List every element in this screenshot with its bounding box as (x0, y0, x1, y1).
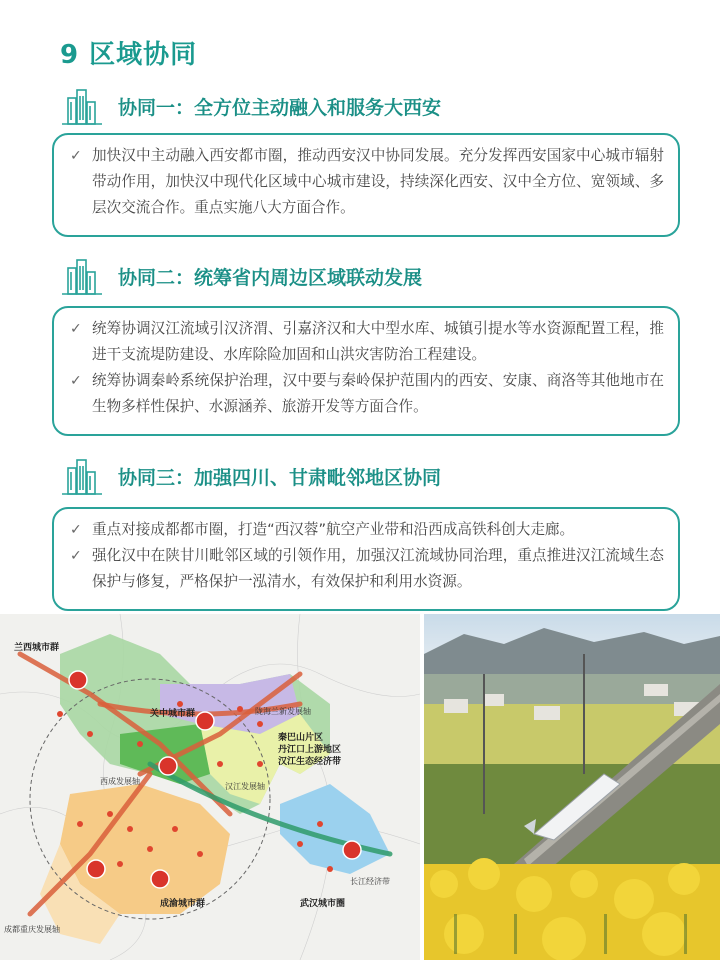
building-icon (60, 254, 104, 298)
building-icon (60, 84, 104, 128)
list-item (70, 368, 664, 420)
map-label-lanxi: 兰西城市群 (14, 643, 60, 653)
check-icon: ✓ (70, 373, 82, 389)
item-text: 重点对接成都都市圈，打造“西汉蓉”航空产业带和沿西成高铁科创大走廊。 (92, 521, 575, 538)
list-item (70, 316, 664, 368)
item-text: 统筹协调秦岭系统保护治理，汉中要与秦岭保护范围内的西安、安康、商洛等其他地市在生物多样性保护、水源涵养、旅游开发等方面合作。 (92, 372, 664, 415)
regional-map (0, 614, 420, 960)
section-1-title: 协同一：全方位主动融入和服务大西安 (118, 96, 442, 119)
section-2-header (60, 254, 422, 298)
section-3-title: 协同三：加强四川、甘肃毗邻地区协同 (118, 466, 442, 489)
map-label-guanzhong: 关中城市群 (150, 709, 196, 719)
page-title: 9 区域协同 (60, 40, 198, 70)
item-text: 统筹协调汉江流域引汉济渭、引嘉济汉和大中型水库、城镇引提水等水资源配置工程，推进干支流堤防建设、水库除险加固和山洪灾害防治工程建设。 (92, 320, 664, 363)
section-1-header (60, 84, 441, 128)
item-text: 加快汉中主动融入西安都市圈，推动西安汉中协同发展。充分发挥西安国家中心城市辐射带动作用，加快汉中现代化区域中心城市建设，持续深化西安、汉中全方位、宽领域、多层次交流合作。重点实施八大方面合作。 (92, 147, 664, 216)
item-text: 强化汉中在陕甘川毗邻区域的引领作用，加强汉江流域协同治理，重点推进汉江流域生态保护与修复，严格保护一泓清水，有效保护和利用水资源。 (92, 547, 664, 590)
list-item (70, 517, 664, 543)
map-label-wuhan: 武汉城市圈 (300, 899, 346, 909)
train-landscape-photo (424, 614, 720, 960)
map-label-hanjiang-axis: 汉江发展轴 (225, 782, 265, 791)
section-2-box (52, 306, 680, 436)
map-label-changjiang: 长江经济带 (350, 877, 390, 886)
check-icon: ✓ (70, 321, 82, 337)
map-label-chengyu: 成渝城市群 (160, 899, 206, 909)
check-icon: ✓ (70, 548, 82, 564)
train-landscape-graphic (424, 614, 720, 960)
map-label-longhai: 陇海兰新发展轴 (255, 707, 311, 716)
map-label-qinba: 秦巴山片区 (278, 733, 324, 743)
check-icon: ✓ (70, 148, 82, 164)
building-icon (60, 454, 104, 498)
regional-map-graphic (0, 614, 420, 960)
section-3-header (60, 454, 441, 498)
section-1-box (52, 133, 680, 237)
check-icon: ✓ (70, 522, 82, 538)
map-label-hanjiang-eco: 汉江生态经济带 (278, 757, 342, 767)
list-item (70, 543, 664, 595)
section-2-title: 协同二：统筹省内周边区域联动发展 (118, 266, 423, 289)
list-item (70, 143, 664, 221)
map-label-xixian-axis: 西成发展轴 (100, 777, 140, 786)
section-3-box (52, 507, 680, 611)
map-label-danjiang: 丹江口上游地区 (278, 745, 342, 755)
map-label-southwest: 成都重庆发展轴 (4, 925, 60, 934)
